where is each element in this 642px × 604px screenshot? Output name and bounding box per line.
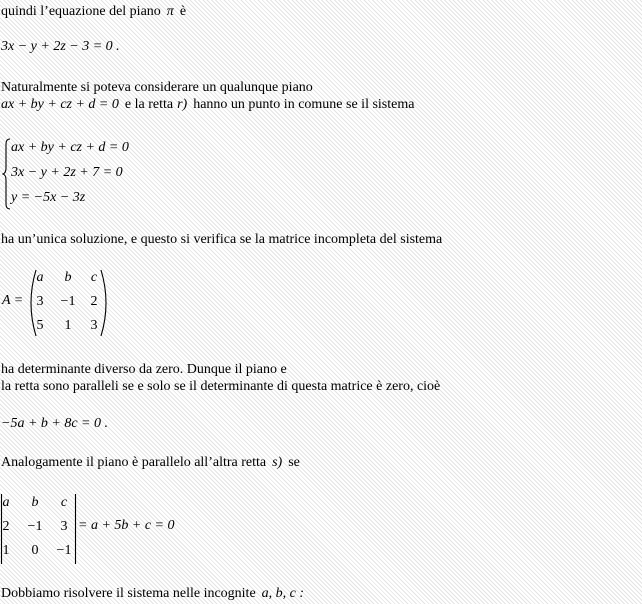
matrix-cell: 2 bbox=[90, 294, 98, 309]
paragraph-line: ha determinante diverso da zero. Dunque il piano e bbox=[1, 362, 287, 377]
line-s-label: s) bbox=[272, 455, 283, 470]
matrix-cell: 3 bbox=[90, 318, 98, 333]
matrix-cell: 1 bbox=[64, 318, 72, 333]
parallel-condition-r: −5a + b + 8c = 0 . bbox=[1, 416, 109, 431]
intro-line bbox=[1, 4, 186, 20]
paragraph-line-eq bbox=[1, 97, 414, 113]
unknowns: a, b, c : bbox=[261, 586, 305, 601]
text-fragment: se bbox=[288, 455, 300, 470]
system-row: 3x − y + 2z + 7 = 0 bbox=[11, 165, 123, 180]
system-row: ax + by + cz + d = 0 bbox=[11, 140, 129, 155]
determinant-block bbox=[0, 494, 220, 566]
intro-text: quindi l’equazione del piano bbox=[1, 4, 161, 19]
line-r-label: r) bbox=[177, 97, 188, 112]
determinant-cell: −1 bbox=[56, 543, 72, 558]
determinant-equation: = a + 5b + c = 0 bbox=[78, 518, 175, 533]
text-fragment: Analogamente il piano è parallelo all’altra retta bbox=[1, 455, 267, 470]
e-verb: è bbox=[179, 4, 187, 19]
matrix-cell: 5 bbox=[36, 318, 44, 333]
determinant-cell: 0 bbox=[31, 543, 39, 558]
pi-symbol: π bbox=[166, 4, 174, 19]
final-line bbox=[1, 586, 304, 602]
paragraph-line: la retta sono paralleli se e solo se il determinante di questa matrice è zero, cioè bbox=[1, 379, 441, 394]
plane-equation: 3x − y + 2z − 3 = 0 . bbox=[1, 39, 120, 54]
equation-system bbox=[2, 138, 202, 210]
determinant-cell: 1 bbox=[2, 543, 10, 558]
determinant-cell: 3 bbox=[60, 519, 68, 534]
determinant-cell: −1 bbox=[27, 519, 43, 534]
matrix-cell: 3 bbox=[36, 294, 44, 309]
paragraph-line: Naturalmente si poteva considerare un qualunque piano bbox=[1, 80, 313, 95]
determinant-cell: c bbox=[60, 495, 68, 510]
matrix-cell: c bbox=[90, 270, 98, 285]
generic-plane-equation: ax + by + cz + d = 0 bbox=[1, 97, 119, 112]
determinant-cell: a bbox=[2, 495, 10, 510]
matrix-cell: b bbox=[64, 270, 72, 285]
text-fragment: Dobbiamo risolvere il sistema nelle incognite bbox=[1, 586, 256, 601]
matrix-cell: a bbox=[36, 270, 44, 285]
matrix-cell: −1 bbox=[60, 294, 76, 309]
text-fragment: hanno un punto in comune se il sistema bbox=[193, 97, 415, 112]
paragraph-line: ha un’unica soluzione, e questo si verifica se la matrice incompleta del sistema bbox=[1, 232, 443, 247]
determinant-cell: b bbox=[31, 495, 39, 510]
determinant-cell: 2 bbox=[2, 519, 10, 534]
text-fragment: e la retta bbox=[124, 97, 174, 112]
paragraph-line-s bbox=[1, 455, 300, 471]
system-row: y = −5x − 3z bbox=[11, 190, 86, 205]
matrix-a bbox=[2, 268, 122, 338]
matrix-label: A = bbox=[2, 293, 24, 308]
